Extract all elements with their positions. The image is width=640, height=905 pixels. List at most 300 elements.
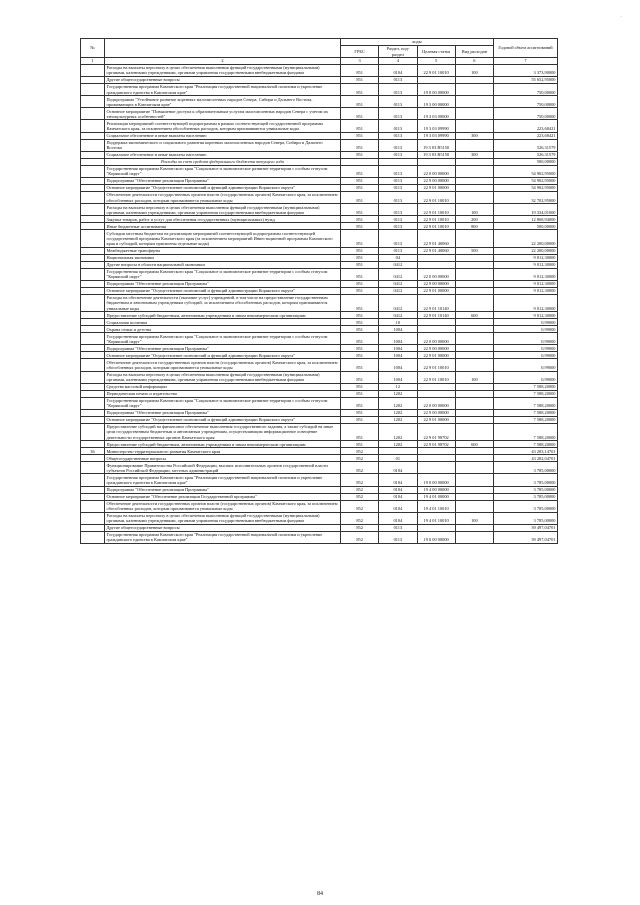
row-razdel: 1004: [379, 359, 417, 371]
row-target-article: 22 9 01 98702: [417, 441, 455, 448]
row-grbs: 851: [341, 178, 379, 185]
row-name: Другие общегосударственные вопросы: [105, 524, 341, 531]
row-target-article: 22 9 00 00000: [417, 178, 455, 185]
row-expense-type: [455, 416, 493, 423]
row-target-article: 19 3 03 R5150: [417, 139, 455, 151]
row-amount: 0,99000: [494, 333, 558, 345]
row-expense-type: [455, 96, 493, 108]
row-amount: 9 012,30000: [494, 280, 558, 287]
table-row: [81, 371, 558, 383]
row-grbs: 851: [341, 383, 379, 390]
row-number: [81, 512, 105, 524]
row-target-article: [417, 448, 455, 455]
row-razdel: 0113: [379, 96, 417, 108]
row-number: [81, 493, 105, 500]
row-amount: 7 588,20000: [494, 409, 558, 416]
row-amount: 500,00000: [494, 158, 558, 165]
row-target-article: [417, 76, 455, 83]
row-razdel: 0412: [379, 268, 417, 280]
table-row: [81, 294, 558, 311]
row-target-article: 22 9 01 10010: [417, 204, 455, 216]
row-razdel: 0113: [379, 178, 417, 185]
row-amount: 9 012,30000: [494, 268, 558, 280]
row-expense-type: 800: [455, 223, 493, 230]
row-name: Подпрограмма "Обеспечение реализации Программы": [105, 409, 341, 416]
row-razdel: 1202: [379, 409, 417, 416]
table-body: [81, 64, 558, 543]
row-expense-type: [455, 191, 493, 203]
table-row: [81, 204, 558, 216]
row-name: Обеспечение деятельности государственных органов власти (государственных органов) Камчатского края, за исключением обособленных расходов, которым присваиваются уникальные коды: [105, 500, 341, 512]
row-razdel: 0113: [379, 184, 417, 191]
row-target-article: 19 4 01 10010: [417, 500, 455, 512]
row-grbs: 851: [341, 83, 379, 95]
table-row: [81, 390, 558, 397]
table-row: [81, 486, 558, 493]
header-razdel: Раздел, под-раздел: [379, 45, 417, 57]
table-row: [81, 345, 558, 352]
row-amount: 22 200,00000: [494, 247, 558, 254]
row-expense-type: [455, 359, 493, 371]
row-grbs: 852: [341, 531, 379, 543]
row-razdel: 0412: [379, 294, 417, 311]
row-name: Расходы за счет средств федерального бюджета текущего года: [105, 158, 341, 165]
row-number: [81, 139, 105, 151]
table-row: [81, 216, 558, 223]
row-name: Подпрограмма "Обеспечение реализации Программы": [105, 280, 341, 287]
row-number: [81, 383, 105, 390]
row-razdel: 1202: [379, 390, 417, 397]
row-target-article: 22 9 01 10010: [417, 216, 455, 223]
row-grbs: 852: [341, 448, 379, 455]
row-amount: 3 785,00000: [494, 462, 558, 474]
table-row: [81, 261, 558, 268]
row-amount: 526,31579: [494, 139, 558, 151]
row-amount: 32 702,95000: [494, 191, 558, 203]
row-target-article: 22 0 00 00000: [417, 333, 455, 345]
row-razdel: 0104: [379, 493, 417, 500]
row-name: Обеспечение деятельности государственных органов власти (государственных органов) Камчатского края, за исключением обособленных расходов, которым присваиваются уникальные коды: [105, 191, 341, 203]
table-row: [81, 64, 558, 76]
row-grbs: 851: [341, 204, 379, 216]
row-expense-type: [455, 287, 493, 294]
row-expense-type: [455, 448, 493, 455]
row-target-article: [417, 158, 455, 165]
row-razdel: 0113: [379, 230, 417, 247]
row-target-article: 19 3 03 R5150: [417, 151, 455, 158]
table-row: [81, 139, 558, 151]
row-razdel: 0104: [379, 64, 417, 76]
row-expense-type: [455, 294, 493, 311]
row-name: Реализация мероприятий соответствующей подпрограммы в рамках соответствующей государственной программы Камчатского края, за исключением обособленных расходов, которым присваиваются уникальные коды: [105, 120, 341, 132]
table-row: [81, 76, 558, 83]
row-grbs: 851: [341, 390, 379, 397]
table-row: [81, 383, 558, 390]
row-expense-type: [455, 76, 493, 83]
row-amount: 500,00000: [494, 223, 558, 230]
row-name: Государственная программа Камчатского края "Социальное и экономическое развитие территории с особым статусом "Корякский округ": [105, 333, 341, 345]
row-name: Министерство территориального развития Камчатского края: [105, 448, 341, 455]
table-row: [81, 441, 558, 448]
row-grbs: 851: [341, 359, 379, 371]
header-name: [105, 39, 341, 58]
row-number: [81, 204, 105, 216]
row-grbs: 851: [341, 76, 379, 83]
index-cell: 3: [341, 58, 379, 65]
header-index-row: [81, 58, 558, 65]
row-grbs: 852: [341, 462, 379, 474]
row-amount: 39 497,04701: [494, 531, 558, 543]
row-target-article: 22 9 01 00000: [417, 287, 455, 294]
row-target-article: 22 9 01 10010: [417, 191, 455, 203]
row-name: Расходы на обеспечение деятельности (оказание услуг) учреждений, в том числе на предоставление государственным бюджетным и автономным учреждениям субсидий, за исключением обособленных расходов, которым присваиваются уникальные коды: [105, 294, 341, 311]
row-expense-type: 200: [455, 216, 493, 223]
row-name: Функционирование Правительства Российской Федерации, высших исполнительных органов государственной власти субъектов Российской Федерации, местных администраций: [105, 462, 341, 474]
row-number: [81, 254, 105, 261]
row-target-article: [417, 319, 455, 326]
row-grbs: 851: [341, 294, 379, 311]
row-grbs: 852: [341, 524, 379, 531]
row-name: Расходы на выплаты персоналу в целях обеспечения выполнения функций государственными (муниципальными) органами, казенными учреждениями, органами управления государственными внебюджетными фондами: [105, 204, 341, 216]
row-target-article: [417, 254, 455, 261]
row-number: [81, 455, 105, 462]
row-target-article: 22 0 00 00000: [417, 165, 455, 177]
row-expense-type: 100: [455, 64, 493, 76]
row-name: Расходы на выплаты персоналу в целях обеспечения выполнения функций государственными (муниципальными) органами, казенными учреждениями, органами управления государственными внебюджетными фондами: [105, 512, 341, 524]
row-grbs: 851: [341, 139, 379, 151]
row-amount: 0,99000: [494, 371, 558, 383]
row-amount: 9 012,30000: [494, 287, 558, 294]
row-name: Государственная программа Камчатского края "Реализация государственной национальной политики и укрепление гражданского единства в Камчатском крае": [105, 531, 341, 543]
row-name: Подпрограмма "Обеспечение реализации Программы": [105, 486, 341, 493]
row-grbs: 851: [341, 151, 379, 158]
row-number: [81, 216, 105, 223]
row-grbs: 851: [341, 409, 379, 416]
row-name: Подпрограмма "Обеспечение реализации Программы": [105, 178, 341, 185]
row-name: Основное мероприятие "Осуществление полномочий и функций администрации Корякского округа": [105, 184, 341, 191]
row-razdel: 12: [379, 383, 417, 390]
row-razdel: [379, 158, 417, 165]
row-grbs: 851: [341, 345, 379, 352]
row-number: [81, 500, 105, 512]
row-razdel: 1202: [379, 441, 417, 448]
row-amount: 12 868,94000: [494, 216, 558, 223]
row-razdel: [379, 448, 417, 455]
row-amount: 54 902,95000: [494, 178, 558, 185]
table-row: [81, 230, 558, 247]
row-expense-type: [455, 390, 493, 397]
header-codes: коды: [341, 39, 494, 46]
row-grbs: 851: [341, 397, 379, 409]
table-row: [81, 531, 558, 543]
row-grbs: 851: [341, 319, 379, 326]
row-target-article: [417, 524, 455, 531]
table-row: [81, 191, 558, 203]
table-row: [81, 319, 558, 326]
row-grbs: 851: [341, 333, 379, 345]
index-cell: 2: [105, 58, 341, 65]
index-cell: 5: [417, 58, 455, 65]
row-amount: 0,99000: [494, 326, 558, 333]
row-expense-type: [455, 83, 493, 95]
table-row: [81, 493, 558, 500]
row-razdel: 0113: [379, 524, 417, 531]
row-target-article: 22 9 01 00000: [417, 352, 455, 359]
row-expense-type: [455, 261, 493, 268]
row-grbs: 851: [341, 120, 379, 132]
row-target-article: [417, 261, 455, 268]
row-amount: 0,99000: [494, 345, 558, 352]
row-amount: 7 588,20000: [494, 383, 558, 390]
row-expense-type: 100: [455, 371, 493, 383]
row-amount: 9 012,30000: [494, 261, 558, 268]
header-row-1: [81, 39, 558, 46]
row-number: [81, 230, 105, 247]
row-name: Периодическая печать и издательства: [105, 390, 341, 397]
row-target-article: 22 9 01 98702: [417, 423, 455, 440]
row-razdel: 0104: [379, 474, 417, 486]
row-amount: 54 902,95000: [494, 165, 558, 177]
table-row: [81, 96, 558, 108]
row-number: [81, 423, 105, 440]
row-expense-type: [455, 254, 493, 261]
row-number: [81, 462, 105, 474]
row-amount: 7 588,20000: [494, 397, 558, 409]
row-number: [81, 474, 105, 486]
row-number: [81, 287, 105, 294]
table-row: [81, 184, 558, 191]
row-name: Охрана семьи и детства: [105, 326, 341, 333]
row-amount: 9 012,30000: [494, 294, 558, 311]
row-target-article: 22 9 01 10010: [417, 64, 455, 76]
row-amount: 750,00000: [494, 83, 558, 95]
row-razdel: 1202: [379, 397, 417, 409]
corner-mark: ·: [620, 15, 622, 20]
row-razdel: 0104: [379, 462, 417, 474]
row-name: Расходы на выплаты персоналу в целях обеспечения выполнения функций государственными (муниципальными) органами, казенными учреждениями, органами управления государственными внебюджетными фондами: [105, 64, 341, 76]
row-number: [81, 64, 105, 76]
row-razdel: 0412: [379, 261, 417, 268]
header-num: №: [81, 39, 105, 58]
row-target-article: 22 0 00 00000: [417, 397, 455, 409]
row-number: [81, 486, 105, 493]
row-number: [81, 280, 105, 287]
row-expense-type: 100: [455, 512, 493, 524]
row-grbs: 851: [341, 64, 379, 76]
table-row: [81, 151, 558, 158]
table-row: [81, 165, 558, 177]
row-target-article: 22 9 01 00000: [417, 184, 455, 191]
row-number: [81, 83, 105, 95]
row-name: Средства массовой информации: [105, 383, 341, 390]
row-amount: 3 785,00000: [494, 500, 558, 512]
row-razdel: 0113: [379, 223, 417, 230]
row-grbs: 851: [341, 132, 379, 139]
row-number: [81, 151, 105, 158]
row-number: [81, 409, 105, 416]
row-expense-type: [455, 493, 493, 500]
row-grbs: 852: [341, 455, 379, 462]
table-row: [81, 409, 558, 416]
row-name: Государственная программа Камчатского края "Социальное и экономическое развитие территории с особым статусом "Корякский округ": [105, 268, 341, 280]
row-target-article: 22 9 01 00000: [417, 416, 455, 423]
row-expense-type: [455, 474, 493, 486]
table-row: [81, 268, 558, 280]
row-expense-type: [455, 383, 493, 390]
row-amount: 22 200,00000: [494, 230, 558, 247]
row-grbs: [341, 158, 379, 165]
row-grbs: 851: [341, 184, 379, 191]
row-number: [81, 165, 105, 177]
row-number: [81, 397, 105, 409]
row-amount: 750,00000: [494, 96, 558, 108]
row-name: Общегосударственные вопросы: [105, 455, 341, 462]
row-name: Субсидии местным бюджетам на реализацию мероприятий соответствующей подпрограммы соответствующей государственной программы Камчатского края (за исключением мероприятий Инвестиционной программы Камчатского края и субсидий, которым присвоены отдельные коды): [105, 230, 341, 247]
header-grbs: ГРБС: [341, 45, 379, 57]
row-grbs: 851: [341, 108, 379, 120]
row-razdel: 0104: [379, 500, 417, 512]
row-target-article: [417, 390, 455, 397]
row-target-article: [417, 383, 455, 390]
table-row: [81, 223, 558, 230]
row-name: Другие общегосударственные вопросы: [105, 76, 341, 83]
row-expense-type: [455, 165, 493, 177]
row-amount: 55 652,95000: [494, 76, 558, 83]
table-row: [81, 524, 558, 531]
row-grbs: 851: [341, 261, 379, 268]
row-target-article: 22 9 01 10010: [417, 223, 455, 230]
row-grbs: 851: [341, 230, 379, 247]
row-amount: 7 588,20000: [494, 441, 558, 448]
row-expense-type: [455, 345, 493, 352]
row-target-article: 19 3 03 09990: [417, 132, 455, 139]
row-name: Закупка товаров, работ и услуг для обеспечения государственных (муниципальных) нужд: [105, 216, 341, 223]
row-number: [81, 261, 105, 268]
row-number: [81, 268, 105, 280]
row-razdel: 0113: [379, 108, 417, 120]
row-number: [81, 247, 105, 254]
row-name: Государственная программа Камчатского края "Социальное и экономическое развитие территории с особым статусом "Корякский округ": [105, 165, 341, 177]
row-razdel: 1004: [379, 352, 417, 359]
row-grbs: 851: [341, 216, 379, 223]
row-expense-type: [455, 352, 493, 359]
row-expense-type: [455, 326, 493, 333]
row-name: Расходы на выплаты персоналу в целях обеспечения выполнения функций государственными (муниципальными) органами, казенными учреждениями, органами управления государственными внебюджетными фондами: [105, 371, 341, 383]
row-expense-type: [455, 531, 493, 543]
header-sum: Годовой объем ассигнований: [494, 39, 558, 58]
row-amount: 3 785,00000: [494, 512, 558, 524]
row-target-article: [417, 455, 455, 462]
table-row: [81, 448, 558, 455]
row-expense-type: [455, 524, 493, 531]
row-number: [81, 524, 105, 531]
row-number: [81, 390, 105, 397]
row-number: [81, 416, 105, 423]
table-row: [81, 326, 558, 333]
table-row: [81, 178, 558, 185]
row-expense-type: [455, 423, 493, 440]
row-name: Обеспечение деятельности государственных органов власти (государственных органов) Камчатского края, за исключением обособленных расходов, которым присваиваются уникальные коды: [105, 359, 341, 371]
row-razdel: 0113: [379, 139, 417, 151]
row-target-article: 22 9 00 00000: [417, 409, 455, 416]
row-target-article: [417, 462, 455, 474]
row-razdel: 04: [379, 254, 417, 261]
row-number: [81, 371, 105, 383]
row-target-article: 19 3 03 00000: [417, 108, 455, 120]
row-amount: 223,68421: [494, 132, 558, 139]
row-number: [81, 359, 105, 371]
index-cell: 7: [494, 58, 558, 65]
row-expense-type: 100: [455, 204, 493, 216]
row-target-article: 19 4 01 10010: [417, 512, 455, 524]
row-target-article: 19 0 00 00000: [417, 474, 455, 486]
row-name: Подпрограмма "Устойчивое развитие коренных малочисленных народов Севера, Сибири и Дальнего Востока, проживающих в Камчатском крае": [105, 96, 341, 108]
row-name: Межбюджетные трансферты: [105, 247, 341, 254]
row-razdel: 0113: [379, 531, 417, 543]
table-row: [81, 500, 558, 512]
row-expense-type: [455, 455, 493, 462]
table-row: [81, 83, 558, 95]
row-amount: 526,31579: [494, 151, 558, 158]
row-amount: 750,00000: [494, 108, 558, 120]
row-number: [81, 108, 105, 120]
table-row: [81, 423, 558, 440]
row-name: Государственная программа Камчатского края "Реализация государственной национальной политики и укрепление гражданского единства в Камчатском крае": [105, 474, 341, 486]
row-name: Социальное обеспечение и иные выплаты населению: [105, 151, 341, 158]
row-razdel: 1004: [379, 326, 417, 333]
row-expense-type: [455, 139, 493, 151]
row-target-article: 22 9 01 40060: [417, 247, 455, 254]
row-grbs: 851: [341, 441, 379, 448]
table-row: [81, 280, 558, 287]
row-razdel: 0113: [379, 191, 417, 203]
row-amount: 7 588,20000: [494, 390, 558, 397]
row-amount: 43 282,04701: [494, 455, 558, 462]
table-row: [81, 474, 558, 486]
row-name: Основное мероприятие "Осуществление полномочий и функций администрации Корякского округа": [105, 416, 341, 423]
table-row: [81, 455, 558, 462]
row-amount: 0,99000: [494, 359, 558, 371]
row-razdel: 0113: [379, 132, 417, 139]
row-amount: 3 785,00000: [494, 486, 558, 493]
row-razdel: 0104: [379, 512, 417, 524]
row-expense-type: [455, 486, 493, 493]
row-expense-type: [455, 409, 493, 416]
row-razdel: 0412: [379, 280, 417, 287]
table-row: [81, 352, 558, 359]
row-name: Поддержка экономического и социального развития коренных малочисленных народов Севера, Сибири и Дальнего Востока: [105, 139, 341, 151]
row-name: Государственная программа Камчатского края "Социальное и экономическое развитие территории с особым статусом "Корякский округ": [105, 397, 341, 409]
row-number: [81, 333, 105, 345]
row-target-article: 22 9 01 10140: [417, 312, 455, 319]
row-grbs: 851: [341, 96, 379, 108]
row-expense-type: [455, 397, 493, 409]
row-number: [81, 312, 105, 319]
row-amount: 3 785,00000: [494, 474, 558, 486]
row-razdel: 0113: [379, 216, 417, 223]
row-razdel: 01: [379, 455, 417, 462]
table-row: [81, 333, 558, 345]
row-razdel: 0113: [379, 120, 417, 132]
row-name: Основное мероприятие "Осуществление полномочий и функций администрации Корякского округа": [105, 352, 341, 359]
row-name: Социальная политика: [105, 319, 341, 326]
row-razdel: 1004: [379, 345, 417, 352]
row-expense-type: 300: [455, 132, 493, 139]
row-razdel: 0104: [379, 486, 417, 493]
row-number: [81, 345, 105, 352]
row-amount: 9 012,30000: [494, 312, 558, 319]
row-amount: 3 785,00000: [494, 493, 558, 500]
